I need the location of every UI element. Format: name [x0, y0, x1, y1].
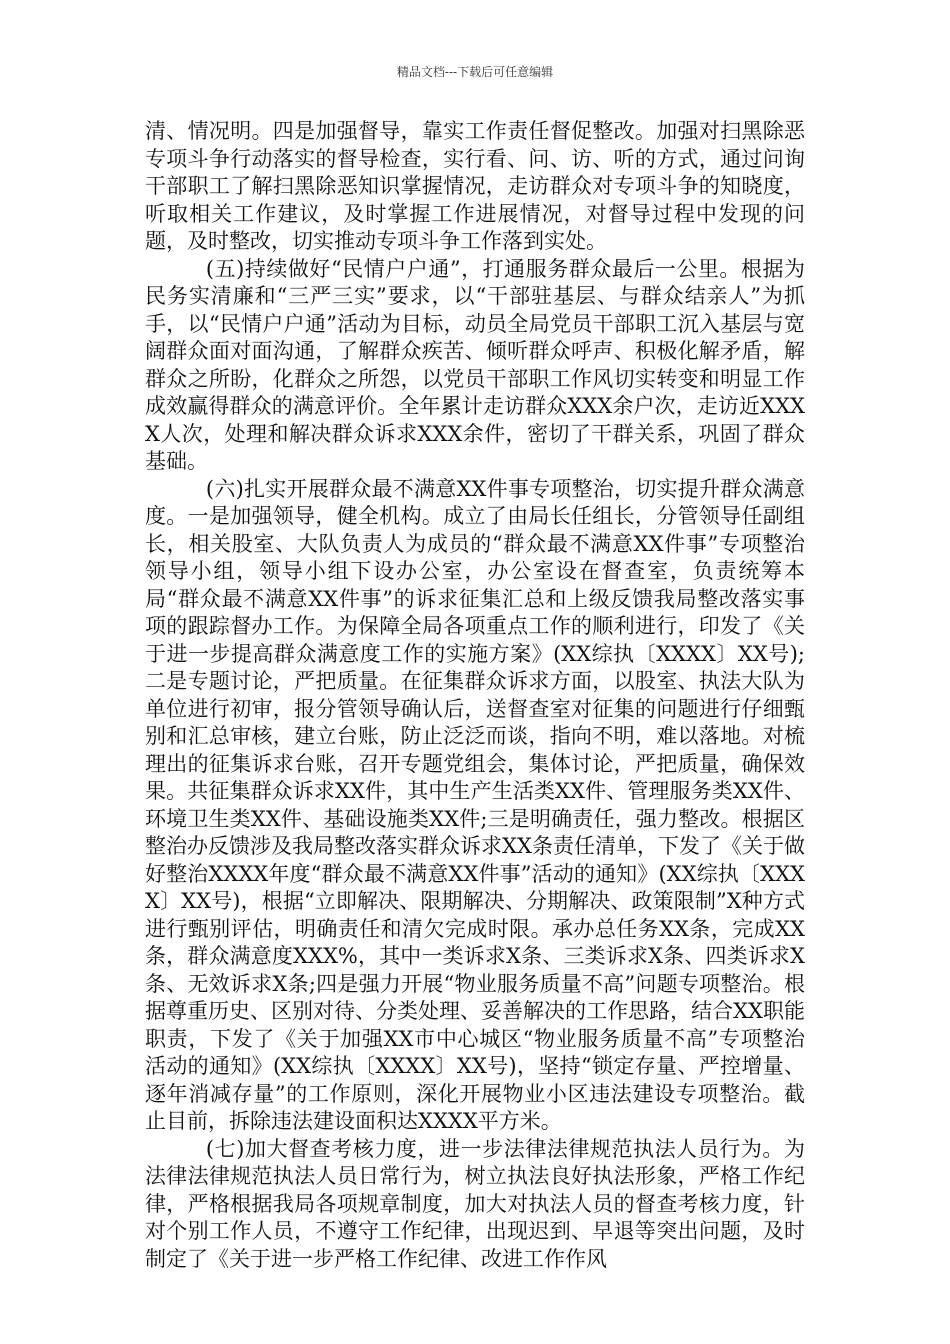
page-header: 精品文档---下载后可任意编辑 — [396, 65, 554, 79]
document-body — [145, 118, 805, 1273]
paragraph-section-6: (六)扎实开展群众最不满意XX件事专项整治，切实提升群众满意度。一是加强领导，健全机构。成立了由局长任组长，分管领导任副组长，相关股室、大队负责人为成员的“群众最不满意XX件事”专项整治领导小组，领导小组下设办公室，办公室设在督查室，负责统筹本局“群众最不满意XX件事”的诉求征集汇总和上级反馈我局整改落实事项的跟踪督办工作。为保障全局各项重点工作的顺利进行，印发了《关于进一步提高群众满意度工作的实施方案》(XX综执〔XXXX〕XX号);二是专题讨论，严把质量。在征集群众诉求方面，以股室、执法大队为单位进行初审，报分管领导确认后，送督查室对征集的问题进行仔细甄别和汇总审核，建立台账，防止泛泛而谈，指向不明，难以落地。对梳理出的征集诉求台账，召开专题党组会，集体讨论，严把质量，确保效果。共征集群众诉求XX件，其中生产生活类XX件、管理服务类XX件、环境卫生类XX件、基础设施类XX件;三是明确责任，强力整改。根据区整治办反馈涉及我局整改落实群众诉求XX条责任清单，下发了《关于做好整治XXXX年度“群众最不满意XX件事”活动的通知》(XX综执〔XXXX〕XX号)，根据“立即解决、限期解决、分期解决、政策限制”X种方式进行甄别评估，明确责任和清欠完成时限。承办总任务XX条，完成XX条，群众满意度XXX%，其中一类诉求X条、三类诉求X条、四类诉求X条、无效诉求X条;四是强力开展“物业服务质量不高”问题专项整治。根据尊重历史、区别对待、分类处理、妥善解决的工作思路，结合XX职能职责，下发了《关于加强XX市中心城区“物业服务质量不高”专项整治活动的通知》(XX综执〔XXXX〕XX号)，坚持“锁定存量、严控增量、逐年消减存量”的工作原则，深化开展物业小区违法建设专项整治。截止目前，拆除违法建设面积达XXXX平方米。 — [145, 476, 805, 1133]
paragraph-continuation: 清、情况明。四是加强督导，靠实工作责任督促整改。加强对扫黑除恶专项斗争行动落实的督导检查，实行看、问、访、听的方式，通过问询干部职工了解扫黑除恶知识掌握情况，走访群众对专项斗争的知晓度，听取相关工作建议，及时掌握工作进展情况，对督导过程中发现的问题，及时整改，切实推动专项斗争工作落到实处。 — [145, 119, 805, 253]
paragraph-section-5: (五)持续做好“民情户户通”，打通服务群众最后一公里。根据为民务实清廉和“三严三实”要求，以“干部驻基层、与群众结亲人”为抓手，以“民情户户通”活动为目标，动员全局党员干部职工沉入基层与宽阔群众面对面沟通，了解群众疾苦、倾听群众呼声、积极化解矛盾，解群众之所盼，化群众之所怨，以党员干部职工作风切实转变和明显工作成效赢得群众的满意评价。全年累计走访群众XXX余户次，走访近XXXX人次，处理和解决群众诉求XXX余件，密切了干群关系，巩固了群众基础。 — [145, 256, 805, 473]
paragraph-section-7: (七)加大督查考核力度，进一步法律法律规范执法人员行为。为法律法律规范执法人员日常行为，树立执法良好执法形象，严格工作纪律，严格根据我局各项规章制度，加大对执法人员的督查考核力度，针对个别工作人员，不遵守工作纪律，出现迟到、早退等突出问题，及时制定了《关于进一步严格工作纪律、改进工作作风 — [145, 1136, 805, 1271]
